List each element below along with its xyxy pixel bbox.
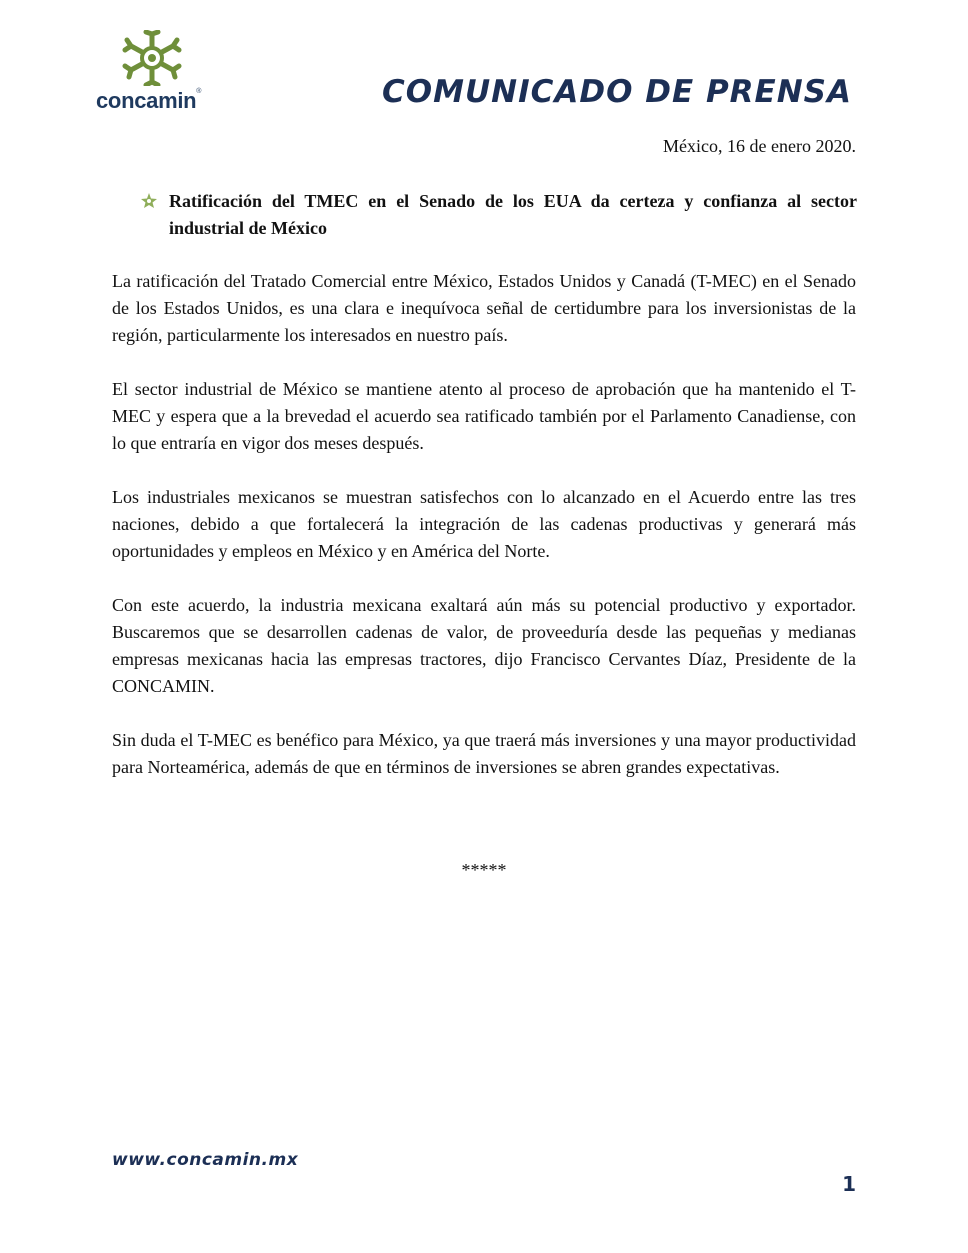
article-body xyxy=(112,268,856,808)
concamin-logo xyxy=(96,30,214,114)
release-date: México, 16 de enero 2020. xyxy=(663,136,856,156)
website-link[interactable]: www.concamin.mx xyxy=(112,1150,299,1170)
paragraph-5: Sin duda el T-MEC es benéfico para México, ya que traerá más inversiones y una mayor productividad para Norteamérica, además de que en términos de inversiones se abren grandes expectativas. xyxy=(112,730,856,777)
star-bullet-icon xyxy=(141,193,157,209)
separator: ***** xyxy=(461,860,507,880)
paragraph-4: Con este acuerdo, la industria mexicana exaltará aún más su potencial productivo y exportador. Buscaremos que se desarrollen cadenas de valor, de proveeduría desde las pequeñas y medianas empresas mexicanas hacia las empresas tractores, dijo Francisco Cervantes Díaz, Presidente de la CONCAMIN. xyxy=(112,595,856,696)
paragraph-3: Los industriales mexicanos se muestran satisfechos con lo alcanzado en el Acuerdo entre las tres naciones, debido a que fortalecerá la integración de las cadenas productivas y generará más oportunidades y empleos en México y en América del Norte. xyxy=(112,487,856,561)
headline-text: Ratificación del TMEC en el Senado de los EUA da certeza y confianza al sector industrial de México xyxy=(169,191,857,238)
logo-wordmark: concamin® xyxy=(96,88,202,113)
press-release-title: COMUNICADO DE PRENSA xyxy=(382,74,852,110)
headline xyxy=(141,188,857,242)
page-number: 1 xyxy=(842,1172,856,1196)
paragraph-2: El sector industrial de México se mantiene atento al proceso de aprobación que ha mantenido el T-MEC y espera que a la brevedad el acuerdo sea ratificado también por el Parlamento Canadiense, con lo que entraría en vigor dos meses después. xyxy=(112,379,856,453)
concamin-emblem-icon xyxy=(122,30,182,86)
paragraph-1: La ratificación del Tratado Comercial entre México, Estados Unidos y Canadá (T-MEC) en el Senado de los Estados Unidos, es una clara e inequívoca señal de certidumbre para los inversionistas de la región, particularmente los interesados en nuestro país. xyxy=(112,271,856,345)
